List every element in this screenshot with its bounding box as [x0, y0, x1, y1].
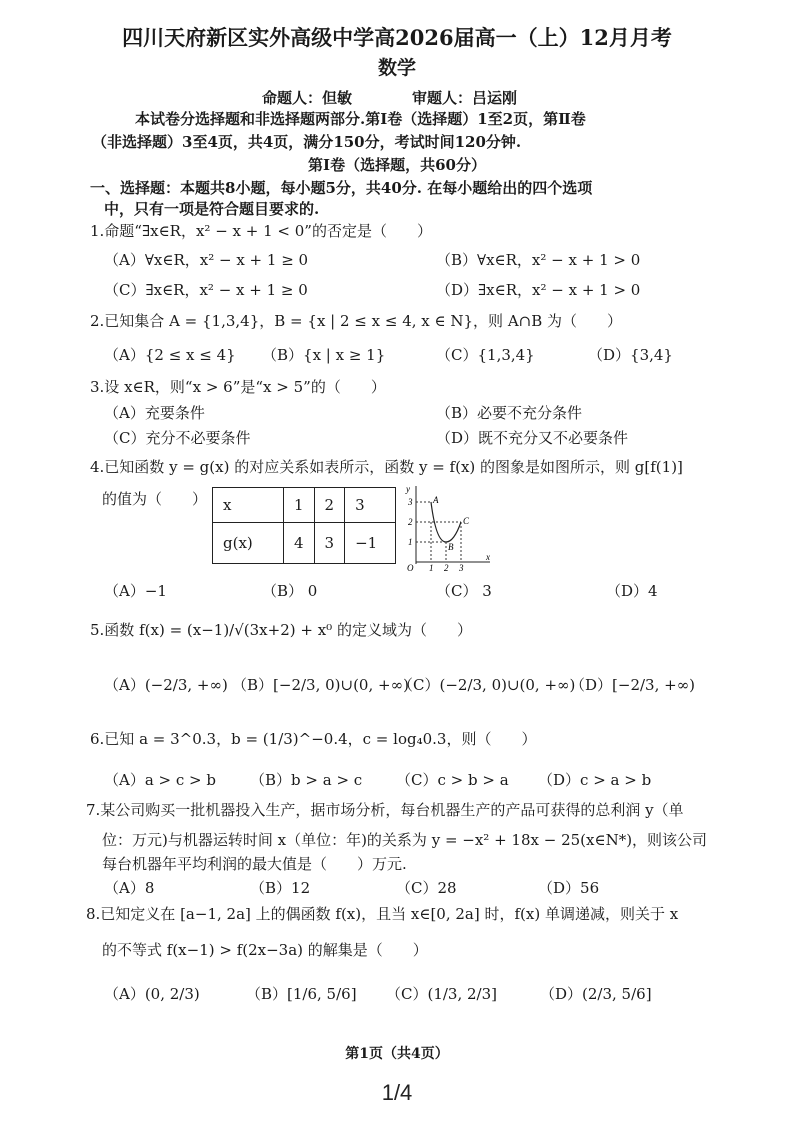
q7-stem-3: 每台机器年平均利润的最大值是（ ）万元. [102, 855, 407, 873]
table-cell: 4 [284, 523, 315, 564]
table-cell: 3 [345, 488, 396, 523]
x-tick: 3 [459, 563, 464, 572]
q4-option-b: （B） 0 [262, 582, 318, 600]
q7-stem-2: 位：万元)与机器运转时间 x（单位：年)的关系为 y = −x² + 18x − 25(x∈N*)，则该公司 [102, 831, 708, 849]
table-cell: −1 [345, 523, 396, 564]
q2-option-d: （D）{3,4} [588, 346, 673, 364]
section-line-2: 中，只有一项是符合题目要求的. [104, 200, 320, 218]
y-tick: 3 [408, 497, 413, 507]
q3-option-c: （C）充分不必要条件 [104, 429, 251, 447]
q7-option-b: （B）12 [250, 879, 311, 897]
table-cell: g(x) [213, 523, 284, 564]
reviewer: 审题人：吕运刚 [412, 89, 518, 107]
q1-stem: 1.命题“∃x∈R，x² − x + 1 < 0”的否定是（ ） [90, 222, 432, 240]
q6-option-d: （D）c > a > b [538, 771, 652, 789]
q3-option-d: （D）既不充分又不必要条件 [436, 429, 629, 447]
table-row [213, 488, 396, 523]
q6-option-b: （B）b > a > c [250, 771, 363, 789]
exam-title: 四川天府新区实外高级中学高2026届高一（上）12月月考 [122, 25, 672, 50]
q8-option-b: （B）[1/6, 5/6] [246, 985, 357, 1003]
x-tick: 2 [444, 563, 449, 572]
table-row [213, 523, 396, 564]
part-heading: 第Ⅰ卷（选择题，共60分） [308, 156, 486, 174]
q5-option-b: （B）[−2/3, 0)∪(0, +∞) [232, 676, 409, 694]
q4-option-c: （C） 3 [436, 582, 492, 600]
q5-option-c: （C）(−2/3, 0)∪(0, +∞) [398, 676, 576, 694]
q1-option-d: （D）∃x∈R，x² − x + 1 > 0 [436, 281, 641, 299]
q1-option-a: （A）∀x∈R，x² − x + 1 ≥ 0 [104, 251, 309, 269]
q4-stem-2: 的值为（ ） [102, 490, 208, 508]
point-b: B [448, 542, 454, 552]
q6-stem: 6.已知 a = 3^0.3，b = (1/3)^−0.4，c = log₄0.3，则（ ） [90, 730, 537, 748]
q8-stem-2: 的不等式 f(x−1) > f(2x−3a) 的解集是（ ） [102, 941, 428, 959]
x-label: x [486, 552, 490, 562]
q7-option-a: （A）8 [104, 879, 155, 897]
q5-option-a: （A）(−2/3, +∞) [104, 676, 228, 694]
page-footer: 第1页（共4页） [345, 1046, 449, 1062]
y-tick: 1 [408, 537, 413, 547]
q3-stem: 3.设 x∈R，则“x > 6”是“x > 5”的（ ） [90, 378, 386, 396]
q7-option-d: （D）56 [538, 879, 600, 897]
q8-option-c: （C）(1/3, 2/3] [386, 985, 497, 1003]
q4-option-a: （A）−1 [104, 582, 167, 600]
x-tick: 1 [429, 563, 434, 572]
subject: 数学 [377, 57, 416, 79]
intro-line-1: 本试卷分选择题和非选择题两部分.第Ⅰ卷（选择题）1至2页，第Ⅱ卷 [135, 110, 586, 128]
q6-option-a: （A）a > c > b [104, 771, 216, 789]
origin-label: O [407, 563, 414, 572]
q1-option-b: （B）∀x∈R，x² − x + 1 > 0 [436, 251, 641, 269]
q7-option-c: （C）28 [396, 879, 457, 897]
y-label: y [406, 484, 410, 494]
section-line-1: 一、选择题：本题共8小题，每小题5分，共40分. 在每小题给出的四个选项 [90, 179, 593, 197]
q8-option-d: （D）(2/3, 5/6] [540, 985, 652, 1003]
q2-option-b: （B）{x | x ≥ 1} [262, 346, 386, 364]
y-tick: 2 [408, 517, 413, 527]
q8-option-a: （A）(0, 2/3) [104, 985, 200, 1003]
q5-option-d: （D）[−2/3, +∞) [570, 676, 696, 694]
table-cell: x [213, 488, 284, 523]
f-graph [402, 482, 492, 572]
q3-option-a: （A）充要条件 [104, 404, 205, 422]
q7-stem: 7.某公司购买一批机器投入生产，据市场分析，每台机器生产的产品可获得的总利润 y（单 [86, 801, 684, 819]
point-c: C [463, 516, 470, 526]
table-cell: 3 [314, 523, 345, 564]
table-cell: 2 [314, 488, 345, 523]
table-cell: 1 [284, 488, 315, 523]
q8-stem: 8.已知定义在 [a−1, 2a] 上的偶函数 f(x)，且当 x∈[0, 2a] 时，f(x) 单调递减，则关于 x [86, 905, 679, 923]
viewer-page-indicator: 1/4 [381, 1080, 413, 1105]
author: 命题人：但敏 [262, 89, 353, 107]
intro-line-2: （非选择题）3至4页，共4页，满分150分，考试时间120分钟. [92, 133, 522, 151]
q4-option-d: （D）4 [606, 582, 658, 600]
q1-option-c: （C）∃x∈R，x² − x + 1 ≥ 0 [104, 281, 308, 299]
q4-stem: 4.已知函数 y = g(x) 的对应关系如表所示，函数 y = f(x) 的图象是如图所示，则 g[f(1)] [90, 458, 683, 476]
q6-option-c: （C）c > b > a [396, 771, 509, 789]
q2-option-a: （A）{2 ≤ x ≤ 4} [104, 346, 236, 364]
q5-stem: 5.函数 f(x) = (x−1)/√(3x+2) + x⁰ 的定义域为（ ） [90, 621, 472, 639]
g-table [212, 487, 396, 564]
q2-stem: 2.已知集合 A = {1,3,4}，B = {x | 2 ≤ x ≤ 4, x ∈ N}，则 A∩B 为（ ） [90, 312, 623, 330]
q3-option-b: （B）必要不充分条件 [436, 404, 583, 422]
point-a: A [433, 495, 439, 505]
q2-option-c: （C）{1,3,4} [436, 346, 535, 364]
